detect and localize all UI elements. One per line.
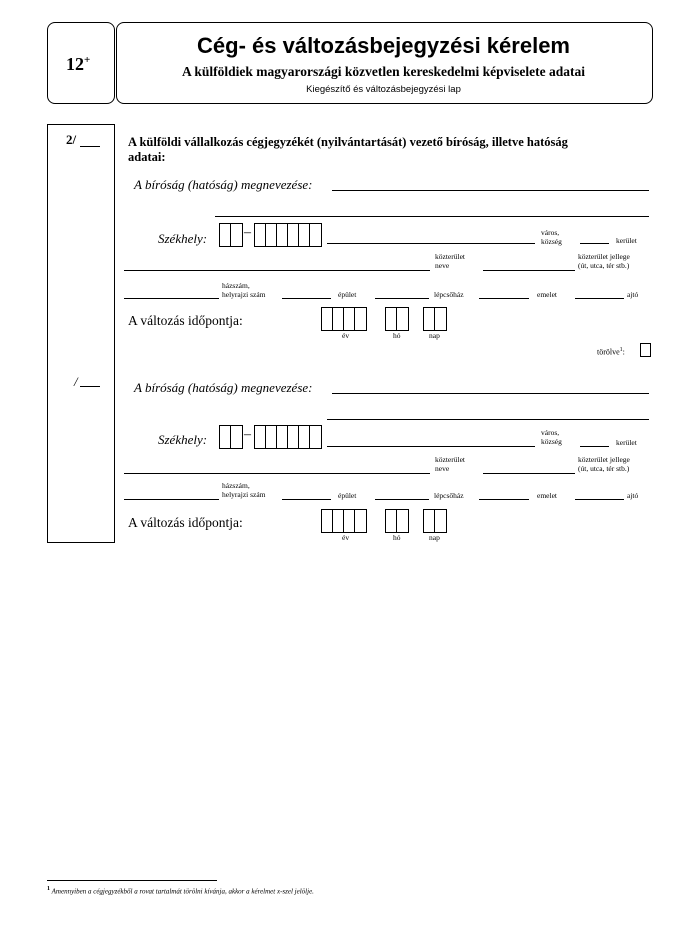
building-field[interactable] <box>282 298 331 299</box>
building-field-2[interactable] <box>282 499 331 500</box>
street-type-label-b <box>578 455 630 473</box>
district-label-2: kerület <box>616 438 637 447</box>
section-sub-number-blank[interactable] <box>80 386 100 387</box>
staircase-field[interactable] <box>375 298 429 299</box>
city-label-2: község <box>541 237 562 246</box>
street-name-label <box>435 252 465 270</box>
street-type-label <box>578 252 630 270</box>
footnote-text: Amennyiben a cégjegyzékből a rovat tartalmát törölni kívánja, akkor a kérelmet x-szel jelölje. <box>51 887 314 896</box>
footnote <box>47 886 314 895</box>
section-number-blank[interactable] <box>80 146 100 147</box>
deleted-checkbox[interactable] <box>640 343 651 357</box>
house-number-field[interactable] <box>124 298 219 299</box>
sheet-type: Kiegészítő és változásbejegyzési lap <box>306 84 461 95</box>
change-day-cells[interactable] <box>423 307 447 331</box>
city-label <box>541 228 562 246</box>
door-field-2[interactable] <box>575 499 624 500</box>
house-number-field-2[interactable] <box>124 499 219 500</box>
staircase-label: lépcsőház <box>434 290 464 299</box>
staircase-label-2: lépcsőház <box>434 491 464 500</box>
door-label-2: ajtó <box>627 491 639 500</box>
door-label: ajtó <box>627 290 639 299</box>
street-type-label-2: (út, utca, tér stb.) <box>578 261 630 270</box>
footnote-rule <box>47 880 217 881</box>
street-type-field[interactable] <box>483 270 575 271</box>
seat-label-2: Székhely: <box>158 432 208 447</box>
change-date-label: A változás időpontja: <box>128 313 243 328</box>
change-year-cells-2[interactable] <box>321 509 367 533</box>
street-type-label-1: közterület jellege <box>578 252 630 261</box>
form-subtitle: A külföldiek magyarországi közvetlen kereskedelmi képviselete adatai <box>182 64 585 79</box>
court-name-label-2: A bíróság (hatóság) megnevezése: <box>134 380 313 395</box>
change-date-label-2: A változás időpontja: <box>128 515 243 530</box>
seat-label: Székhely: <box>158 231 208 246</box>
section-title-2: adatai: <box>128 150 166 164</box>
city-label-b2: község <box>541 437 562 446</box>
city-label-b1: város, <box>541 428 560 437</box>
court-name-field[interactable] <box>332 190 649 191</box>
court-name-field-b[interactable] <box>332 393 649 394</box>
postal-code-cells-a[interactable] <box>219 223 243 247</box>
section-number-column <box>47 124 115 543</box>
change-month-cells[interactable] <box>385 307 409 331</box>
section-number-text: 2/ <box>66 132 77 147</box>
house-number-label-b <box>222 481 266 499</box>
section-title-1: A külföldi vállalkozás cégjegyzékét (nyilvántartását) vezető bíróság, illetve hatóság <box>128 135 568 149</box>
street-name-label-b1: közterület <box>435 455 465 464</box>
day-label: nap <box>429 331 440 340</box>
building-label: épület <box>338 290 357 299</box>
section-sub-number <box>74 374 78 390</box>
change-day-cells-2[interactable] <box>423 509 447 533</box>
house-number-label-b1: házszám, <box>222 481 250 490</box>
city-label-1: város, <box>541 228 560 237</box>
house-number-label-b2: helyrajzi szám <box>222 490 266 499</box>
court-name-label: A bíróság (hatóság) megnevezése: <box>134 177 313 192</box>
month-label: hó <box>393 331 401 340</box>
street-type-field-2[interactable] <box>483 473 575 474</box>
staircase-field-2[interactable] <box>375 499 429 500</box>
change-month-cells-2[interactable] <box>385 509 409 533</box>
street-name-label-b2: neve <box>435 464 450 473</box>
form-number-text: 12 <box>66 54 84 74</box>
floor-field-2[interactable] <box>479 499 529 500</box>
floor-label: emelet <box>537 290 557 299</box>
house-number-label <box>222 281 266 299</box>
city-field[interactable] <box>327 243 535 244</box>
district-label: kerület <box>616 236 637 245</box>
street-name-field-2[interactable] <box>124 473 430 474</box>
street-type-label-b1: közterület jellege <box>578 455 630 464</box>
house-number-label-1: házszám, <box>222 281 250 290</box>
postal-dash: – <box>244 225 251 240</box>
change-year-cells[interactable] <box>321 307 367 331</box>
month-label-2: hó <box>393 533 401 542</box>
form-number <box>66 54 90 75</box>
year-label: év <box>342 331 350 340</box>
form-number-sup: + <box>84 54 91 66</box>
city-label-b <box>541 428 562 446</box>
floor-label-2: emelet <box>537 491 557 500</box>
court-name-field-2[interactable] <box>215 216 649 217</box>
floor-field[interactable] <box>479 298 529 299</box>
postal-code-cells-a-2[interactable] <box>219 425 243 449</box>
year-label-2: év <box>342 533 350 542</box>
house-number-label-2: helyrajzi szám <box>222 290 266 299</box>
day-label-2: nap <box>429 533 440 542</box>
street-type-label-b2: (út, utca, tér stb.) <box>578 464 630 473</box>
deleted-text: törölve <box>597 347 620 357</box>
postal-code-cells-b[interactable] <box>254 223 322 247</box>
street-name-label-1: közterület <box>435 252 465 261</box>
street-name-field[interactable] <box>124 270 430 271</box>
district-field-2[interactable] <box>580 446 609 447</box>
form-title: Cég- és változásbejegyzési kérelem <box>197 33 570 58</box>
section-sub-number-text: / <box>74 374 78 389</box>
street-name-label-2: neve <box>435 261 450 270</box>
deleted-label <box>597 345 625 358</box>
deleted-sup: 1 <box>619 347 623 353</box>
postal-dash-2: – <box>244 427 251 442</box>
court-name-field-b2[interactable] <box>327 419 649 420</box>
building-label-2: épület <box>338 491 357 500</box>
district-field[interactable] <box>580 243 609 244</box>
street-name-label-b <box>435 455 465 473</box>
section-number <box>66 132 76 148</box>
footnote-marker: 1 <box>47 886 50 892</box>
city-field-2[interactable] <box>327 446 535 447</box>
postal-code-cells-b-2[interactable] <box>254 425 322 449</box>
door-field[interactable] <box>575 298 624 299</box>
deleted-colon: : <box>622 347 625 357</box>
